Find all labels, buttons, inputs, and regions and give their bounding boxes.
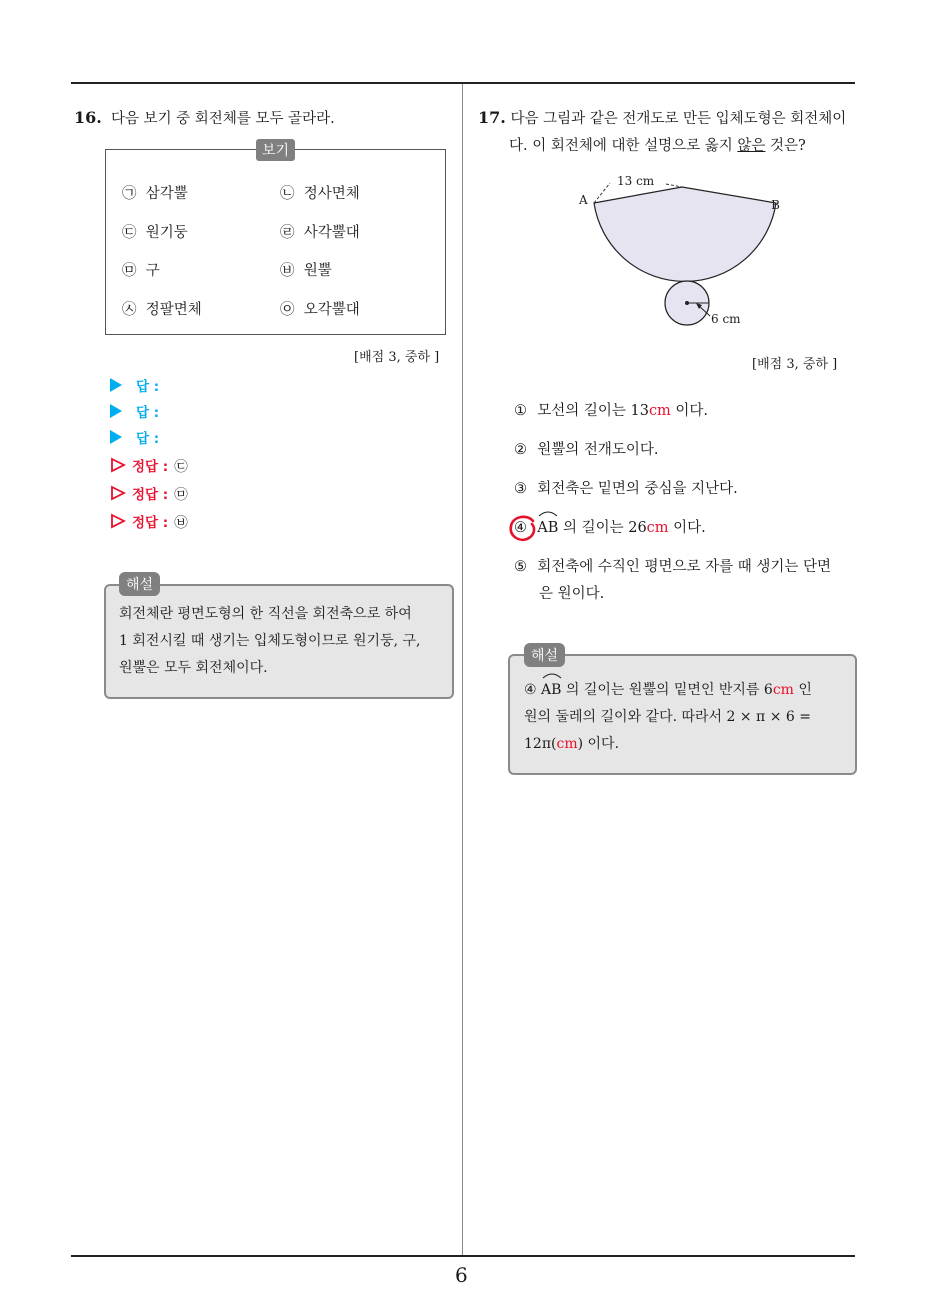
correct-value: ㉢ [174, 459, 188, 475]
correct-label: 정답 : [132, 487, 169, 503]
arc-icon [541, 671, 563, 679]
page-number: 6 [455, 1263, 468, 1287]
bogi-item: ㉥ 원뿔 [280, 263, 332, 279]
column-divider [462, 84, 463, 1256]
bogi-item: ㉧ 오각뿔대 [280, 302, 360, 318]
point-b-label: B [771, 198, 780, 212]
slant-label: 13 cm [617, 174, 655, 188]
bottom-rule [71, 1255, 855, 1257]
bogi-item: ㉡ 정사면체 [280, 186, 360, 202]
correct-arrow-icon [110, 457, 126, 473]
explanation-tag: 해설 [524, 643, 565, 667]
bogi-item: ㉤ 구 [122, 263, 160, 279]
choice-2[interactable]: ② 원뿔의 전개도이다. [514, 442, 659, 458]
explanation-text: ④ AB 의 길이는 원뿔의 밑면인 반지름 6cm 인 원의 둘레의 길이와 같다. 따라서 2 × π × 6 = 12π(cm) 이다. [524, 677, 849, 758]
score-label: [배점 3, 중하 ] [354, 350, 440, 365]
radius-label: 6 cm [711, 312, 741, 326]
question-text-underlined: 않은 [737, 138, 766, 154]
choice-4[interactable]: ④ AB 의 길이는 26cm 이다. [513, 515, 706, 542]
explanation-box [104, 584, 454, 699]
bogi-item: ㉦ 정팔면체 [122, 302, 202, 318]
explanation-tag: 해설 [119, 572, 160, 596]
answer-arrow-icon [110, 378, 122, 392]
question-text-line1: 다음 그림과 같은 전개도로 만든 입체도형은 회전체이 [510, 111, 847, 127]
question-text-line2: 다. 이 회전체에 대한 설명으로 옳지 [509, 138, 738, 154]
point-a-label: A [579, 193, 588, 207]
net-figure [570, 168, 780, 333]
lateral-sector [594, 187, 776, 281]
correct-value: ㉥ [174, 515, 188, 531]
correct-value: ㉤ [174, 487, 188, 503]
correct-label: 정답 : [132, 515, 169, 531]
answer-label: 답 : [136, 379, 160, 395]
explanation-text: 회전체란 평면도형의 한 직선을 회전축으로 하여 1 회전시킬 때 생기는 입체도형이므로 원기둥, 구, 원뿔은 모두 회전체이다. [119, 606, 421, 676]
correct-answer-row [110, 455, 188, 475]
answer-arrow-icon [110, 430, 122, 444]
question-text: 다음 보기 중 회전체를 모두 골라라. [110, 111, 335, 127]
question-17: 17. 다음 그림과 같은 전개도로 만든 입체도형은 회전체이 다. 이 회전체에 대한 설명으로 옳지 않은 것은? [478, 108, 847, 154]
choice-1[interactable]: ① 모선의 길이는 13cm 이다. [514, 403, 709, 419]
bogi-item: ㉢ 원기둥 [122, 225, 188, 241]
correct-answer-row [110, 483, 188, 503]
bogi-item: ㉠ 삼각뿔 [122, 186, 188, 202]
bogi-title: 보기 [256, 139, 295, 161]
arc-icon [537, 509, 559, 517]
correct-label: 정답 : [132, 459, 169, 475]
top-rule [71, 82, 855, 84]
correct-answer-row [110, 511, 188, 531]
answer-arrow-icon [110, 404, 122, 418]
bogi-item: ㉣ 사각뿔대 [280, 225, 360, 241]
answer-label: 답 : [136, 431, 160, 447]
correct-arrow-icon [110, 513, 126, 529]
selected-mark-icon [508, 515, 538, 543]
answer-row[interactable] [110, 427, 159, 447]
score-label: [배점 3, 중하 ] [752, 357, 838, 372]
explanation-box [508, 654, 857, 775]
question-number: 17. [478, 108, 506, 127]
choice-5[interactable]: ⑤ 회전축에 수직인 평면으로 자를 때 생기는 단면 은 원이다. [514, 559, 832, 602]
answer-row[interactable] [110, 375, 159, 395]
answer-label: 답 : [136, 405, 160, 421]
question-16 [74, 106, 335, 133]
correct-arrow-icon [110, 485, 126, 501]
answer-row[interactable] [110, 401, 159, 421]
choice-3[interactable]: ③ 회전축은 밑면의 중심을 지난다. [514, 481, 738, 497]
question-number: 16. [74, 108, 102, 127]
